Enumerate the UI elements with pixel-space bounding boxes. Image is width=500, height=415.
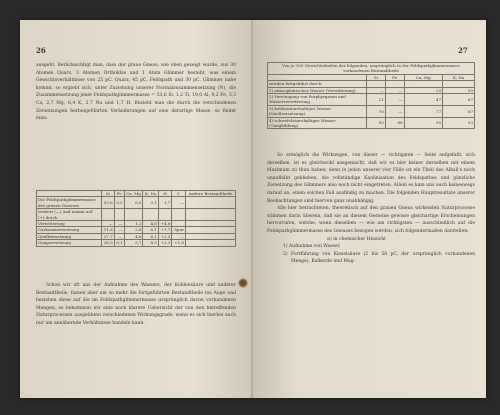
left-paragraph-1: [36, 62, 236, 123]
table-header-cell: K, Na: [144, 191, 157, 196]
table-header-cell: Si: [367, 74, 386, 80]
table-cell: +2,3: [158, 240, 172, 246]
table-cell: 4) schwefelsäurehaltiges Wasser (Gangbildung): [268, 117, 367, 129]
table-cell: [102, 209, 115, 221]
table-header-cell: Fe: [114, 191, 124, 197]
table-cell: 2,8: [124, 227, 143, 233]
right-page: [253, 20, 486, 398]
table-cell: —: [367, 87, 386, 93]
table-cell: 53,6: [102, 197, 115, 209]
table-cell: 4,6: [143, 221, 158, 227]
list-item: 2) Fortführung von Kieselsäure (2 bis 58 pC. der ursprünglich vorhandenen Menge), Kalkerde und Mag-: [283, 251, 475, 265]
table-cell: [185, 240, 235, 246]
composition-table: [36, 190, 236, 247]
table-cell: 88: [385, 117, 404, 129]
table-cell: 11,6: [102, 227, 115, 233]
list-item: 1) Aufnahme von Wasser,: [283, 244, 341, 250]
table-cell: +1,7: [158, 227, 172, 233]
subheading: α) in chemischer Hinsicht: [327, 236, 386, 242]
table-cell: [158, 209, 172, 221]
table-cell: 70: [367, 105, 386, 117]
table-cell: 95: [404, 117, 443, 129]
removal-table: [267, 62, 475, 129]
table-cell: 3) kohlensäurehaltiges Wasser (Quellzersetzung): [268, 105, 367, 117]
table-cell: 26,9: [102, 240, 115, 246]
table-cell: 20: [404, 87, 443, 93]
table-cell: 1) atmosphärisches Wasser (Verwitterung): [268, 87, 367, 93]
table-cell: 50: [443, 87, 475, 93]
table-cell: [114, 209, 124, 221]
table-cell: Spur: [172, 227, 186, 233]
table-cell: 1,7: [158, 197, 172, 209]
table-header-cell: Si: [102, 191, 115, 197]
table-cell: —: [102, 221, 115, 227]
table-cell: 9,1: [143, 197, 158, 209]
table-cell: —: [172, 197, 186, 209]
table-cell: 2) Vereinigung von Porphyrgasen und Wasserverwitterung: [268, 94, 367, 106]
table-row: [268, 117, 475, 129]
table-row: [37, 240, 236, 246]
table-cell: [143, 209, 158, 221]
table-cell: +1,8: [172, 240, 186, 246]
table-title: Von je 100 Gewichtstheilen der folgenden, ursprünglich in der Feldspathglimmermasse vorhandenen Bestandtheile: [268, 63, 475, 75]
table-cell: 5,7: [124, 240, 143, 246]
table-cell: —: [385, 94, 404, 106]
page-number-right: 27: [458, 46, 468, 55]
table-header-cell: H: [158, 191, 172, 197]
table-cell: [185, 209, 235, 221]
table-cell: 50: [367, 117, 386, 129]
stain-spot: [238, 278, 248, 288]
table-cell: Quellzersetzung: [37, 233, 102, 239]
table-cell: Verwitterung: [37, 221, 102, 227]
table-header-cell: Andere Bestandtheile: [185, 191, 235, 197]
table-row: [37, 197, 236, 209]
table-header-cell: C: [172, 191, 186, 197]
table-row: [37, 209, 236, 221]
table-cell: 6,0: [124, 197, 143, 209]
table-cell: 8,1: [114, 240, 124, 246]
table-cell: Carbonatzersetzung: [37, 227, 102, 233]
table-cell: 93: [443, 117, 475, 129]
page-number-left: 26: [36, 46, 46, 55]
table-cell: —: [385, 87, 404, 93]
table-cell: —: [114, 221, 124, 227]
table-cell: 47: [404, 94, 443, 106]
table-cell: 37,7: [102, 233, 115, 239]
table-row: [268, 94, 475, 106]
paragraph-text: ausgeht. Berücksichtigt man, dass der graue Gneus, wie oben gezeigt wurde, aus 30 Atomen Quarz, 3 Atomen Orthoklas und 1 Atom Glimmer besteht, was einem Gewichtsverhältnisse von 25 pC. Quarz, 45 pC. Feldspath und 30 pC. Glimmer nahe kommt, so ergiebt sich, unter Zuziehung unserer Normalzusammensetzung (N), die Zusammensetzung jener Feldspathglimmermasse = 53,6 Si, 1,2 Ti, 19,0 Al, 9,2 Fe, 3,3 Ca, 2,7 Mg, 6,4 K, 2,7 Na und 1,7 H. Bezieht man die durch die verschiedenen Zersetzungen herbeigeführten Veränderungen auf eine derartige Masse, so findet man:: [36, 63, 236, 122]
table-cell: verliert (—) und nimmt auf (+) durch: [37, 209, 102, 221]
table-cell: +2,3: [158, 233, 172, 239]
left-paragraph-2: [36, 282, 236, 328]
table-cell: 67: [443, 94, 475, 106]
book-spread: [20, 20, 486, 398]
table-header-cell: Fe: [385, 74, 404, 80]
table-cell: [185, 197, 235, 209]
left-page: [20, 20, 253, 398]
table-cell: Die Feldspathglimmermasse des grauen Gneuses: [37, 197, 102, 209]
table-header-cell: Ca, Mg: [124, 191, 143, 197]
table-cell: 8,5: [143, 240, 158, 246]
paragraph-text: Alle hier betrachteten, theoretisch auf den grauen Gneus wirkenden Naturprocesse stimmen darin überein, daß sie an diesem Gesteine gewisse gleichartige Erscheinungen hervorrufen, welche, wenn dieselben — wie am richtigsten — ausschließlich auf die Feldspathglimmermasse des Gneuses bezogen werden, sich folgendermaßen darstellen:: [267, 206, 475, 234]
table-cell: —: [114, 227, 124, 233]
table-header-cell: K, Na: [443, 74, 475, 80]
table-cell: 4,6: [124, 233, 143, 239]
table-cell: 6,1: [143, 227, 158, 233]
table-cell: [124, 209, 143, 221]
table-cell: 67: [443, 105, 475, 117]
table-cell: —: [172, 233, 186, 239]
table-cell: 21: [367, 94, 386, 106]
table-cell: 1,2: [124, 221, 143, 227]
table-row: [268, 105, 475, 117]
table-cell: +4,6: [158, 221, 172, 227]
table-cell: 6,1: [143, 233, 158, 239]
paragraph-text: Schon wir oft aus der Aufnahme des Wassers, der Kohlensäure und anderer Bestandtheile, fassen aber am so mehr die fortgeführten Bestandtheile ins Auge und beziehen diese auf die im Feldspathglimmermasse ursprünglich davon vorhandenen Mengen, so bekommen wir eine noch klarere Uebersicht der von den betreffenden Naturprocessen ausgeübten verschiedenen Wirkungsgrade, wenn es sich hierbei auch nur um annähernde Verhältnisse handeln kann.: [36, 283, 236, 326]
table-header-cell: Ca, Mg: [404, 74, 443, 80]
table-cell: Gangzersetzung: [37, 240, 102, 246]
paragraph-text: So ermöglich die Wirkungen, von dieser — richtigsten — Seite aufgefaßt, sich derselben, ist es gleichwohl ausgemacht, daß wir es hier keiner derselben mit einem Maximum zu thun haben; denn in jeden unserer vier Fälle ist ein Theil des Alkali's noch unaufbäbt geblieben, die vollständige Kaolinisation des Feldspathes und gänzliche Zersetzung des Glimmers also noch nicht eingetreten. Allein es kam uns auch keineswegs darauf an, einen solchen Fall ausfindig zu machen. Die folgenden Hauptresultate unserer Beobachtungen sind hiervon ganz unabhängig.: [267, 153, 475, 204]
table-cell: —: [385, 105, 404, 117]
table-cell: 9,2: [114, 197, 124, 209]
table-cell: —: [114, 233, 124, 239]
right-text: [267, 152, 475, 266]
table-cell: werden fortgeführt durch:: [268, 81, 367, 87]
table-cell: [172, 209, 186, 221]
table-cell: 77: [404, 105, 443, 117]
